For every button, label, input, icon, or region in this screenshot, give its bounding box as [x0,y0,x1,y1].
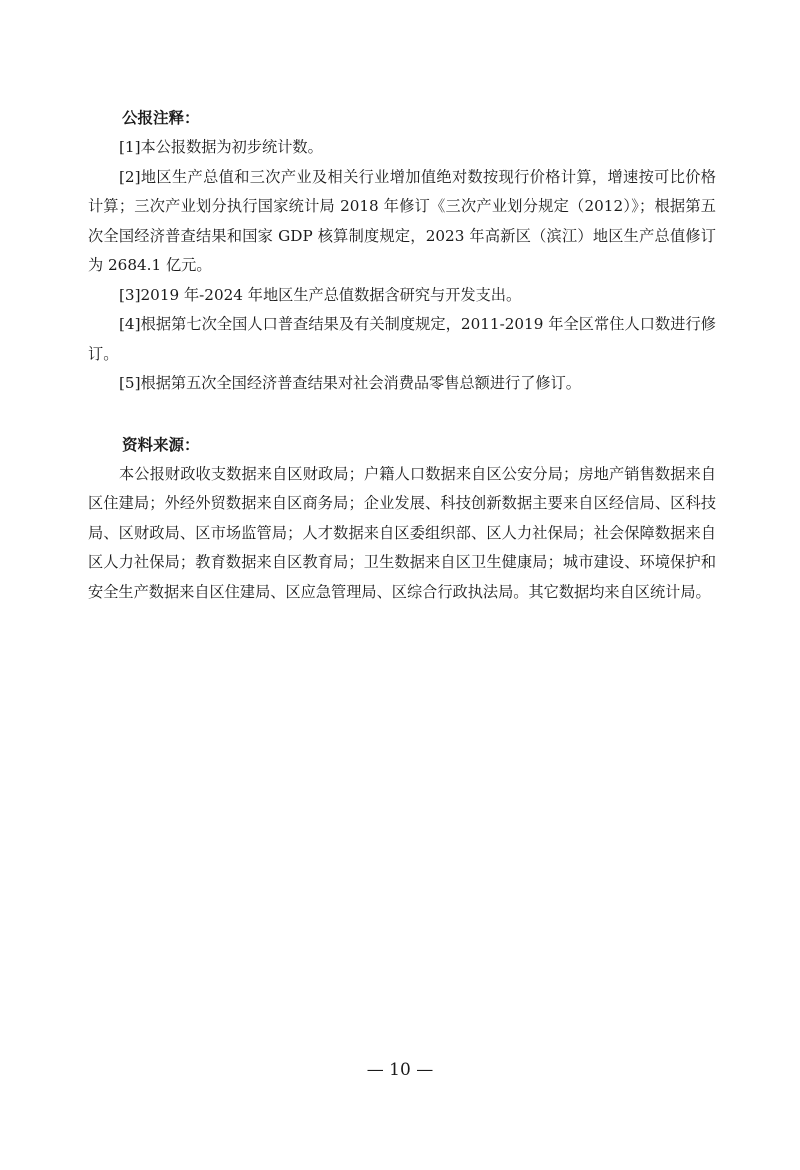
page-number: — 10 — [366,1060,434,1080]
page-content [88,104,716,607]
section-spacer [88,399,716,431]
sources-heading: 资料来源： [122,435,200,454]
note-item-1: [1]本公报数据为初步统计数。 [119,138,323,156]
note-item-2: [2]地区生产总值和三次产业及相关行业增加值绝对数按现行价格计算，增速按可比价格计算；三次产业划分执行国家统计局 2018 年修订《三次产业划分规定（2012）》；根据第五次全国经济普查结果和国家 GDP 核算制度规定，2023 年高新区（滨江）地区生产总值修订为 2684.1 亿元。 [88,167,716,274]
sources-paragraph: 本公报财政收支数据来自区财政局；户籍人口数据来自区公安分局；房地产销售数据来自区住建局；外经外贸数据来自区商务局；企业发展、科技创新数据主要来自区经信局、区科技局、区财政局、区市场监管局；人才数据来自区委组织部、区人力社保局；社会保障数据来自区人力社保局；教育数据来自区教育局；卫生数据来自区卫生健康局；城市建设、环境保护和安全生产数据来自区住建局、区应急管理局、区综合行政执法局。其它数据均来自区统计局。 [88,464,716,601]
note-item-5: [5]根据第五次全国经济普查结果对社会消费品零售总额进行了修订。 [119,374,581,392]
notes-heading: 公报注释： [122,109,200,127]
note-item-4: [4]根据第七次全国人口普查结果及有关制度规定，2011-2019 年全区常住人口数进行修订。 [88,315,716,363]
note-item-3: [3]2019 年-2024 年地区生产总值数据含研究与开发支出。 [119,285,522,304]
